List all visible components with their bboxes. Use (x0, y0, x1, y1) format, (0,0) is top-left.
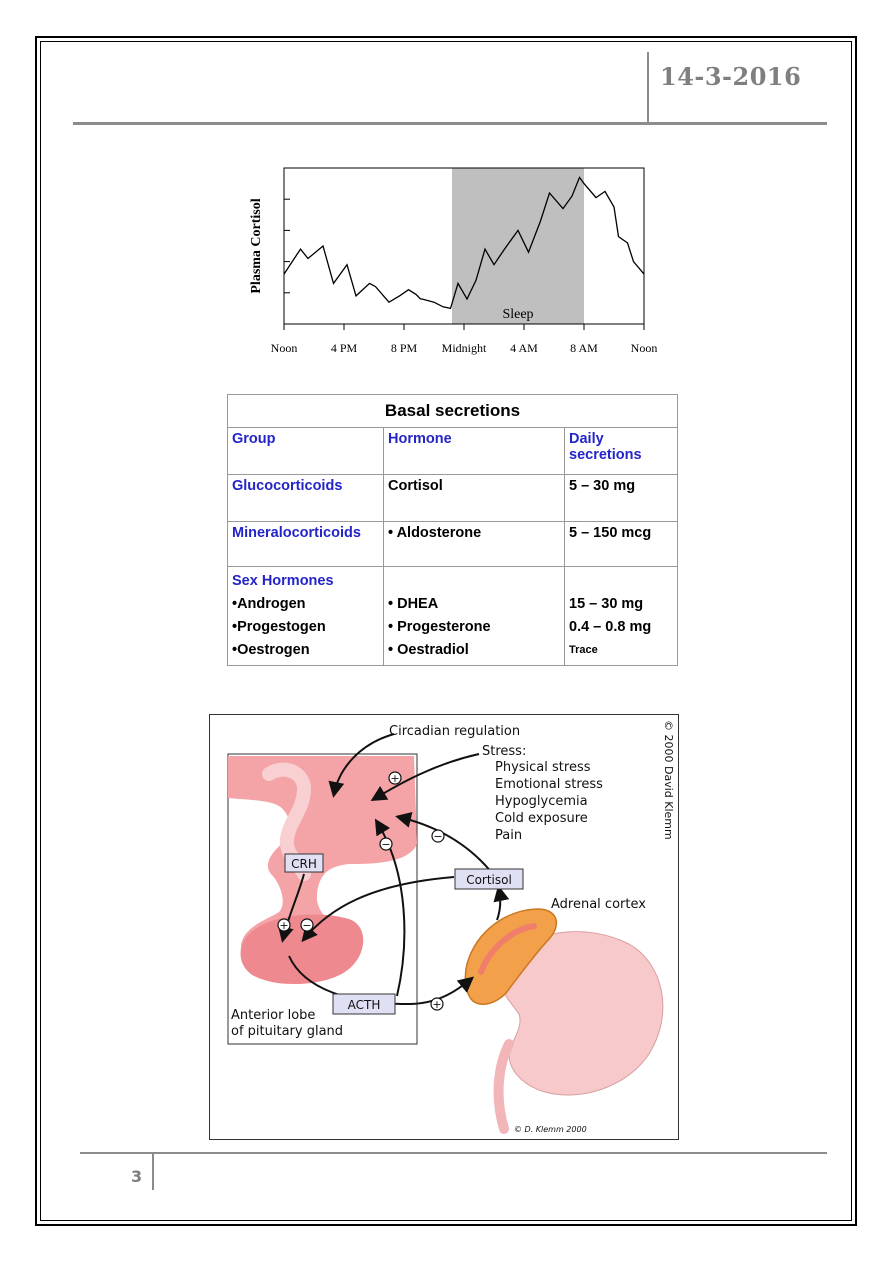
label-pituitary-2: of pituitary gland (231, 1024, 344, 1039)
sleep-region (452, 168, 584, 324)
plus-sign-crh (278, 919, 290, 932)
sex-item-hormone: • DHEA (388, 596, 439, 612)
x-tick-label: 4 AM (510, 341, 538, 355)
group-cell: Mineralocorticoids (228, 522, 384, 567)
sex-item-daily: 15 – 30 mg (569, 596, 644, 612)
plus-sign-acth (431, 998, 443, 1011)
acth-box (333, 994, 395, 1014)
table-title: Basal secretions (228, 395, 678, 428)
label-pituitary-1: Anterior lobe (231, 1008, 316, 1023)
label-stress-title: Stress: (482, 744, 527, 759)
sex-item-group: •Progestogen (232, 619, 326, 635)
minus-sign-acth (380, 838, 392, 851)
copyright-vertical: © 2000 David Klemm (662, 720, 675, 840)
sex-item-daily: Trace (569, 644, 598, 656)
svg-text:ACTH: ACTH (347, 998, 381, 1012)
label-circadian: Circadian regulation (389, 724, 521, 739)
svg-text:−: − (433, 830, 443, 843)
svg-text:+: + (432, 998, 442, 1011)
y-axis-label: Plasma Cortisol (249, 198, 264, 294)
header-hormone: Hormone (384, 428, 565, 475)
svg-text:−: − (302, 919, 312, 932)
header-group: Group (228, 428, 384, 475)
x-tick-label: 8 PM (390, 341, 418, 355)
x-tick-label: Noon (630, 341, 658, 355)
hormone-cell: Cortisol (384, 475, 565, 522)
label-stress-item: Hypoglycemia (495, 794, 588, 809)
footer-rule (80, 1152, 827, 1154)
svg-text:−: − (381, 838, 391, 851)
header-divider (647, 52, 649, 124)
svg-text:Cortisol: Cortisol (466, 873, 512, 887)
x-tick-label: Midnight (441, 341, 487, 355)
signature: © D. Klemm 2000 (514, 1125, 587, 1134)
crh-box (285, 854, 323, 872)
x-ticks (271, 324, 658, 355)
group-cell: Glucocorticoids (228, 475, 384, 522)
daily-cell: 5 – 30 mg (565, 475, 678, 522)
label-stress-item: Cold exposure (495, 811, 588, 826)
x-tick-label: Noon (270, 341, 298, 355)
minus-sign-cortisol-pit (301, 919, 313, 932)
x-tick-label: 8 AM (570, 341, 598, 355)
sex-item-hormone: • Oestradiol (388, 642, 469, 658)
minus-sign-cortisol-hypo (432, 830, 444, 843)
table-row (228, 522, 678, 567)
sex-item-daily: 0.4 – 0.8 mg (569, 619, 652, 635)
svg-text:CRH: CRH (291, 857, 317, 871)
group-cell (228, 567, 384, 666)
plus-sign-stress (389, 772, 401, 785)
y-ticks (284, 199, 290, 293)
cortisol-chart (240, 160, 680, 360)
table-row (228, 567, 678, 666)
header-date: 14-3-2016 (660, 62, 802, 91)
svg-text:+: + (390, 772, 400, 785)
label-stress-item: Physical stress (495, 760, 591, 775)
sex-item-hormone: • Progesterone (388, 619, 491, 635)
basal-secretions-table (227, 394, 678, 666)
page-number: 3 (131, 1167, 143, 1186)
hpa-axis-diagram (209, 714, 679, 1140)
label-adrenal: Adrenal cortex (551, 897, 646, 912)
sleep-label: Sleep (502, 307, 534, 322)
cortisol-box (455, 869, 523, 889)
svg-text:+: + (279, 919, 289, 932)
sex-item-group: •Oestrogen (232, 642, 310, 658)
table-row (228, 475, 678, 522)
label-stress-item: Pain (495, 828, 523, 843)
hormone-cell (384, 567, 565, 666)
header-daily: Daily secretions (565, 428, 678, 475)
x-tick-label: 4 PM (330, 341, 358, 355)
hormone-cell: • Aldosterone (384, 522, 565, 567)
sex-item-group: •Androgen (232, 596, 306, 612)
daily-cell: 5 – 150 mcg (565, 522, 678, 567)
label-stress-item: Emotional stress (495, 777, 603, 792)
sex-group-title: Sex Hormones (232, 573, 334, 589)
footer-divider (152, 1154, 154, 1190)
header-rule (73, 122, 827, 125)
daily-cell (565, 567, 678, 666)
